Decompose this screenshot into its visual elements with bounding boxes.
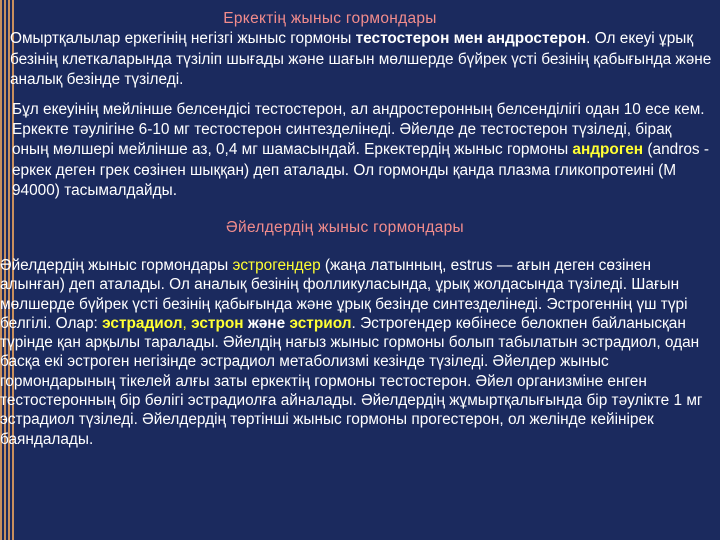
term-androgen: андроген bbox=[572, 141, 644, 159]
section-title-male: Еркектің жыныс гормондары bbox=[223, 10, 437, 27]
term-testosterone-androsterone: тестостерон мен андростерон bbox=[355, 30, 587, 47]
text-run: . Ол екеуі ұрық безінің клеткаларында түзіліп шығады және шағын мөлшерде бүйрек үсті безінің қабығында және аналық безінде түзіледі. bbox=[10, 30, 712, 88]
term-estrogens: эстрогендер bbox=[232, 257, 321, 274]
paragraph-male-intro bbox=[10, 29, 718, 91]
text-run: , bbox=[182, 314, 192, 332]
text-run: (andros - еркек деген грек сөзінен шыққан) деп аталады. Ол гормонды қанда плазма гликопротеині (М 94000) тасымалдайды. bbox=[12, 141, 709, 199]
term-estrone: эстрон bbox=[191, 314, 244, 332]
term-estradiol: эстрадиол bbox=[102, 314, 183, 332]
paragraph-male-detail bbox=[12, 100, 712, 201]
text-run: және bbox=[243, 314, 290, 332]
text-run: Омыртқалылар еркегінің негізгі жыныс гормоны bbox=[10, 30, 356, 47]
paragraph-female bbox=[0, 256, 720, 449]
section-title-female: Әйелдердің жыныс гормондары bbox=[226, 219, 464, 236]
term-estriol: эстриол bbox=[289, 314, 352, 332]
text-run: (жаңа латынның, estrus — ағын деген сөзінен алынған) деп аталады. Ол аналық безінің фолликуласында, ұрық жолдасында түзіледі. Шағын мөлшерде бүйрек үсті безінің қабығында және ұрық безінде синтезделінеді. Эстрогеннің үш түрі белгілі. Олар: bbox=[0, 257, 688, 332]
text-run: Әйелдердің жыныс гормондары bbox=[0, 257, 233, 274]
text-run: . Эстрогендер көбінесе белокпен байланысқан түрінде қан арқылы таралады. Әйелдің нағыз жыныс гормоны болып табылатын эстрадиол, одан басқа екі эстроген негізінде эстрадиол метаболизмі кезінде түзіледі. Әйелдер жыныс гормондарының тікелей алғы заты еркектің гормоны тестостерон. Әйел организміне енген тестостеронның бір бөлігі эстрадиолға айналады. Әйелдердің жұмыртқалығында бір тәулікте 1 мг эстрадиол түзіледі. Әйелдердің төртінші жыныс гормоны прогестерон, ол желінде кейінірек баяндалады. bbox=[0, 314, 703, 448]
text-run: Бұл екеуінің мейлінше белсендісі тестостерон, ал андростеронның белсенділігі одан 10 есе кем. Еркекте тәулігіне 6-10 мг тестостерон синтезделінеді. Әйелде де тестостерон түзіледі, бірақ оның мөлшері мейлінше аз, 0,4 мг шамасындай. Еркектердің жыныс гормоны bbox=[12, 101, 705, 159]
